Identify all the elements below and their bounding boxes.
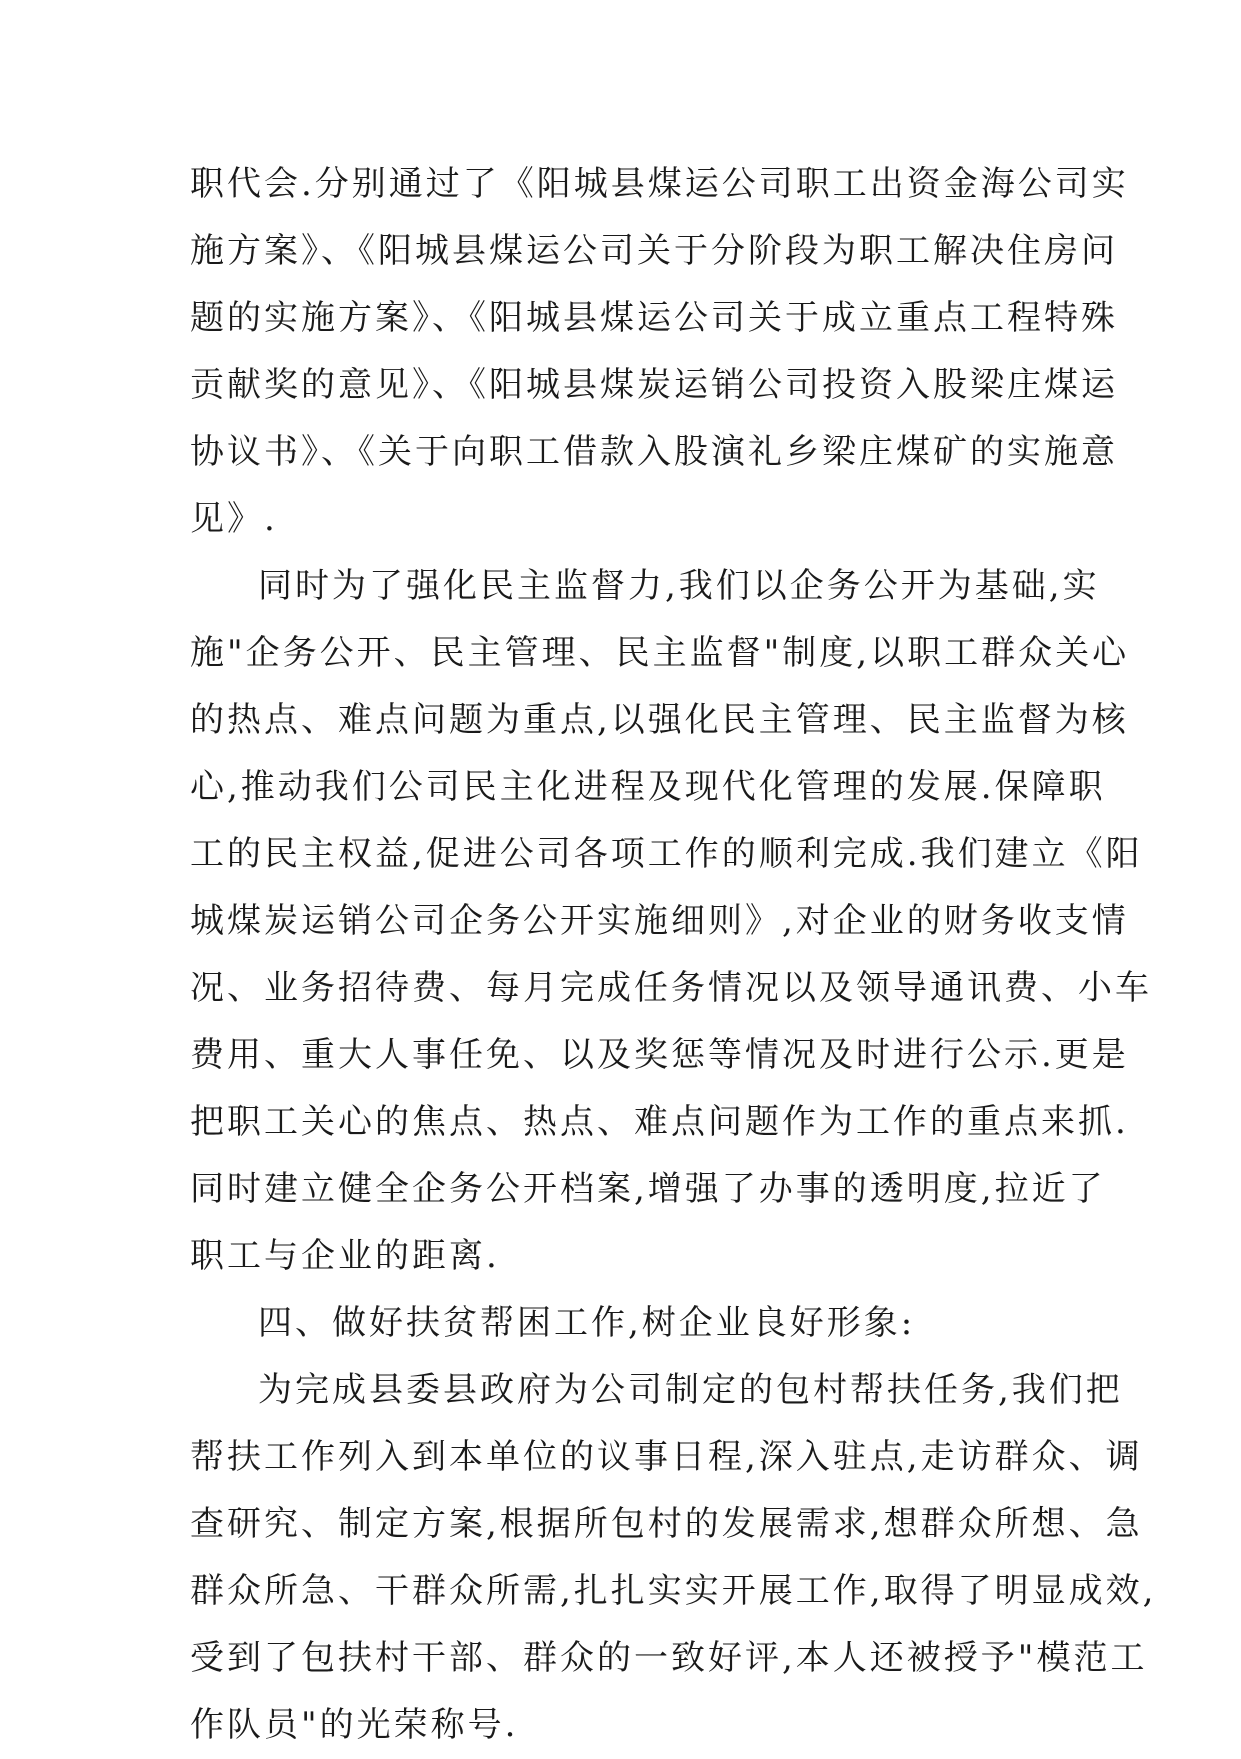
document-page <box>190 151 1157 1759</box>
text-line: 心,推动我们公司民主化进程及现代化管理的发展.保障职 <box>190 767 1106 807</box>
text-line: 职工与企业的距离. <box>190 1236 500 1276</box>
text-line: 题的实施方案》、《阳城县煤运公司关于成立重点工程特殊 <box>190 298 1118 338</box>
text-line: 的热点、难点问题为重点,以强化民主管理、民主监督为核 <box>190 700 1129 740</box>
text-line: 施方案》、《阳城县煤运公司关于分阶段为职工解决住房问 <box>190 231 1118 271</box>
text-line: 施"企务公开、民主管理、民主监督"制度,以职工群众关心 <box>190 633 1130 673</box>
text-line: 把职工关心的焦点、热点、难点问题作为工作的重点来抓. <box>190 1102 1129 1142</box>
text-line: 协议书》、《关于向职工借款入股演礼乡梁庄煤矿的实施意 <box>190 432 1118 472</box>
paragraph-meetings <box>190 151 1129 553</box>
paragraph-democratic-supervision <box>190 553 1152 1290</box>
section-heading: 四、做好扶贫帮困工作,树企业良好形象: <box>258 1303 916 1343</box>
text-line: 见》. <box>190 499 278 539</box>
text-line: 况、业务招待费、每月完成任务情况以及领导通讯费、小车 <box>190 968 1152 1008</box>
text-line: 贡献奖的意见》、《阳城县煤炭运销公司投资入股梁庄煤运 <box>190 365 1118 405</box>
text-line: 同时建立健全企务公开档案,增强了办事的透明度,拉近了 <box>190 1169 1106 1209</box>
text-line: 为完成县委县政府为公司制定的包村帮扶任务,我们把 <box>258 1370 1123 1410</box>
text-line: 帮扶工作列入到本单位的议事日程,深入驻点,走访群众、调 <box>190 1437 1143 1477</box>
text-line: 费用、重大人事任免、以及奖惩等情况及时进行公示.更是 <box>190 1035 1129 1075</box>
text-line: 查研究、制定方案,根据所包村的发展需求,想群众所想、急 <box>190 1504 1143 1544</box>
text-line: 工的民主权益,促进公司各项工作的顺利完成.我们建立《阳 <box>190 834 1143 874</box>
text-line: 城煤炭运销公司企务公开实施细则》,对企业的财务收支情 <box>190 901 1129 941</box>
text-line: 作队员"的光荣称号. <box>190 1705 519 1745</box>
section-heading-poverty-relief <box>190 1290 1048 1357</box>
text-line: 受到了包扶村干部、群众的一致好评,本人还被授予"模范工 <box>190 1638 1148 1678</box>
text-line: 职代会.分别通过了《阳城县煤运公司职工出资金海公司实 <box>190 164 1129 204</box>
paragraph-village-support <box>190 1357 1157 1759</box>
text-line: 群众所急、干群众所需,扎扎实实开展工作,取得了明显成效, <box>190 1571 1157 1611</box>
text-line: 同时为了强化民主监督力,我们以企务公开为基础,实 <box>258 566 1100 606</box>
